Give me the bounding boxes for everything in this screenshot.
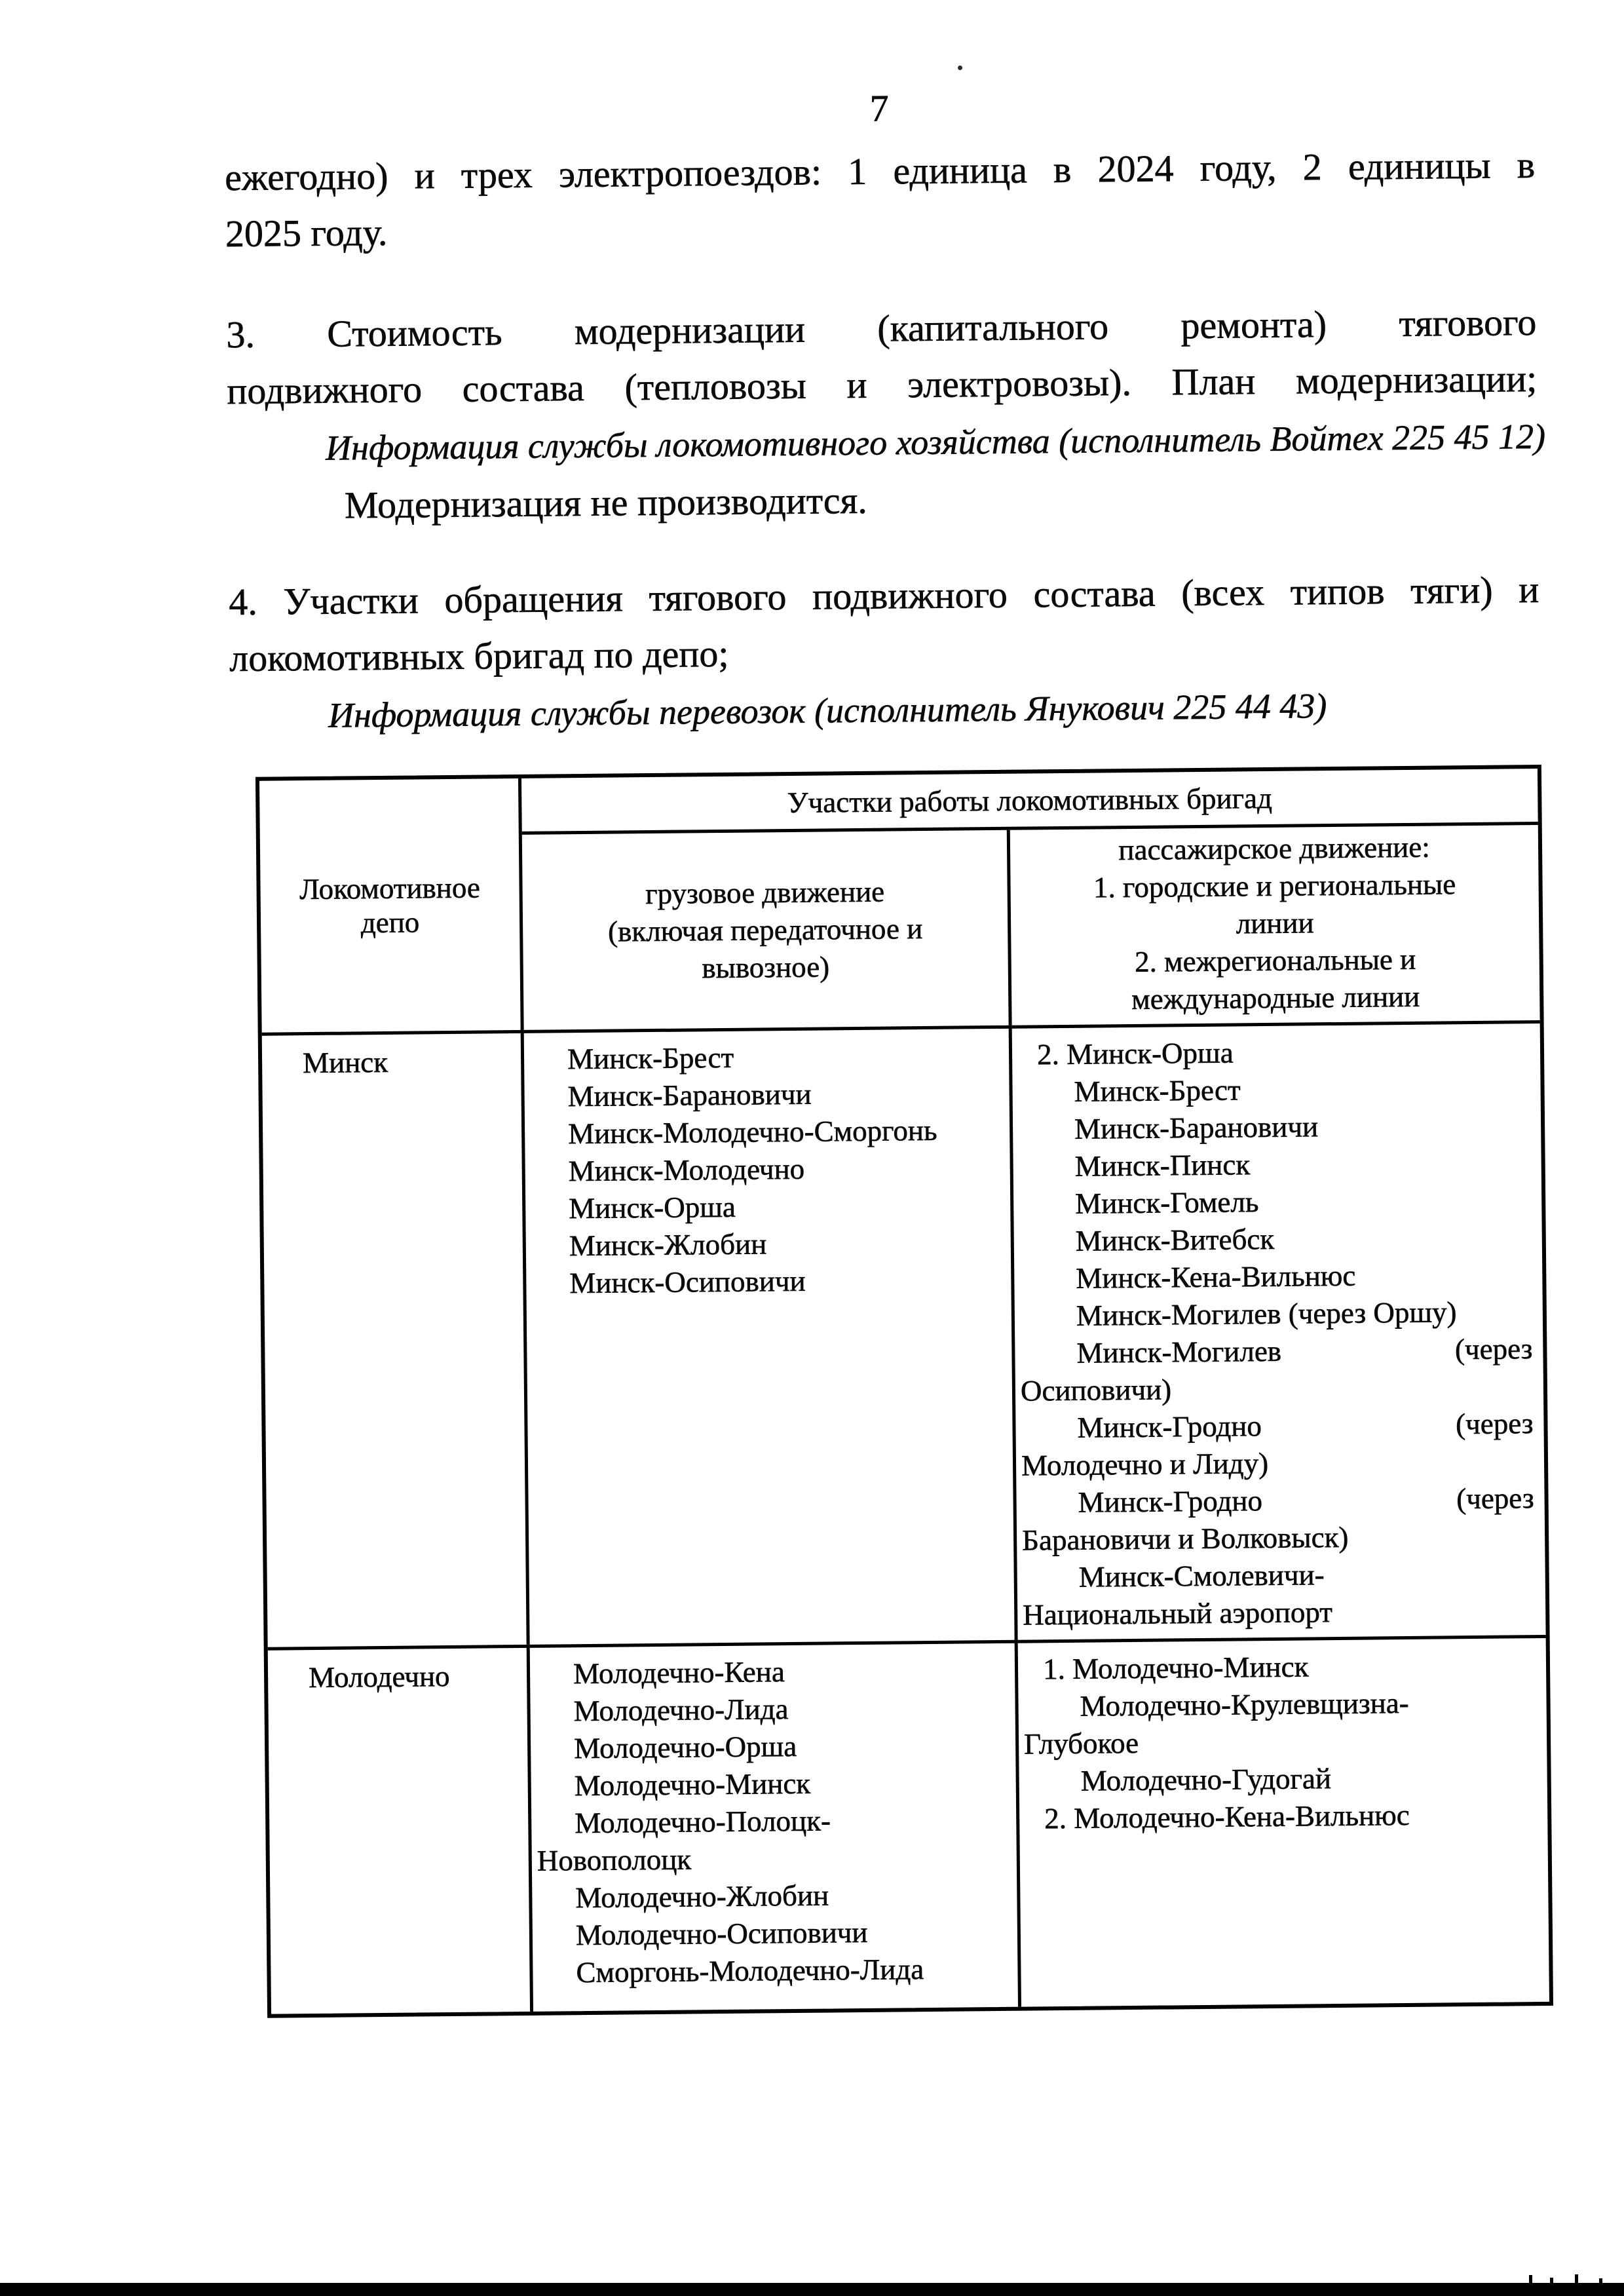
route: Минск-Молодечно-Сморгонь xyxy=(567,1113,937,1151)
route: Минск-Брест xyxy=(567,1041,734,1076)
header-line: 2. межрегиональные и xyxy=(1134,942,1416,978)
route: Минск-Барановичи xyxy=(567,1077,812,1113)
route-part: (через xyxy=(1455,1407,1534,1441)
table-row-minsk-freight xyxy=(524,1025,1018,1645)
route: Минск-Смолевичи- xyxy=(1078,1558,1325,1594)
route: 2. Минск-Орша xyxy=(1036,1036,1234,1071)
text-line: подвижного состава (тепловозы и электровозы). План модернизации; xyxy=(226,357,1538,413)
route: Молодечно-Гудогай xyxy=(1080,1762,1332,1797)
route: Молодечно-Лида xyxy=(573,1693,789,1728)
route-continuation: Молодечно и Лиду) xyxy=(1021,1447,1269,1482)
header-line: линии xyxy=(1236,906,1314,940)
text-line: 4. Участки обращения тягового подвижного состава (всех типов тяги) и xyxy=(229,567,1539,624)
route: Минск-Пинск xyxy=(1074,1148,1251,1183)
route xyxy=(1021,1480,1534,1522)
table-row-minsk-passenger xyxy=(1012,1020,1546,1640)
header-line: пассажирское движение: xyxy=(1118,830,1430,867)
page-number: 7 xyxy=(869,86,889,130)
item4-note: Информация службы перевозок (исполнитель Янукович 225 44 43) xyxy=(328,686,1327,735)
text-line: 2025 году. xyxy=(225,210,388,256)
route: Минск-Витебск xyxy=(1075,1222,1275,1257)
route: Минск-Молодечно xyxy=(568,1152,805,1188)
depot-sections-table xyxy=(255,765,1553,2018)
route: Молодечно-Минск xyxy=(574,1767,811,1803)
route-continuation: Барановичи и Волковыск) xyxy=(1021,1520,1349,1557)
route-part: Минск-Могилев xyxy=(1076,1334,1282,1369)
route-continuation: Новополоцк xyxy=(537,1843,692,1877)
table-header-passenger xyxy=(1010,825,1540,1025)
route-part: (через xyxy=(1454,1332,1533,1366)
text-line: 3. Стоимость модернизации (капитального ремонта) тягового xyxy=(226,301,1537,356)
route: Минск-Орша xyxy=(569,1190,736,1225)
table-row-molodechno-freight xyxy=(530,1640,1021,2012)
route: Минск-Брест xyxy=(1074,1073,1241,1108)
route xyxy=(1020,1330,1533,1373)
route: Минск-Осиповичи xyxy=(569,1264,806,1300)
depot-name: Минск xyxy=(302,1045,388,1080)
route: 1. Молодечно-Минск xyxy=(1042,1650,1309,1686)
paragraph-item3 xyxy=(226,294,1538,419)
route: Минск-Кена-Вильнюс xyxy=(1076,1259,1356,1295)
table-header-depot: Локомотивное депо xyxy=(259,778,524,1033)
route-part: Минск-Гродно xyxy=(1077,1409,1262,1444)
item3-result: Модернизация не производится. xyxy=(344,478,868,527)
route: Сморгонь-Молодечно-Лида xyxy=(576,1953,924,1989)
route: Минск-Гомель xyxy=(1074,1185,1259,1220)
route: Молодечно-Осиповичи xyxy=(575,1915,868,1952)
header-line: вывозное) xyxy=(702,949,830,984)
route-continuation: Национальный аэропорт xyxy=(1023,1596,1333,1632)
scan-speck-artifact xyxy=(958,66,962,70)
header-line: международные линии xyxy=(1131,980,1420,1016)
route-part: (через xyxy=(1456,1482,1534,1516)
paragraph-item4 xyxy=(229,562,1540,687)
route: Минск-Барановичи xyxy=(1074,1110,1319,1145)
table-row-molodechno-passenger xyxy=(1018,1635,1549,2007)
route: Молодечно-Жлобин xyxy=(575,1879,829,1915)
text-line: локомотивных бригад по депо; xyxy=(229,632,729,680)
text-line: ежегодно) и трех электропоездов: 1 единица в 2024 году, 2 единицы в xyxy=(224,144,1536,199)
route: Молодечно-Кена xyxy=(573,1655,785,1691)
route-continuation: Осиповичи) xyxy=(1020,1373,1172,1407)
table-header-span: Участки работы локомотивных бригад xyxy=(521,769,1538,835)
table-header-freight xyxy=(522,830,1012,1030)
table-row-molodechno-depot xyxy=(268,1645,533,2014)
route: Минск-Могилев (через Оршу) xyxy=(1076,1295,1457,1332)
item3-note: Информация службы локомотивного хозяйства (исполнитель Войтех 225 45 12) xyxy=(325,416,1546,468)
header-line: 1. городские и региональные xyxy=(1093,868,1456,904)
scan-bottom-bar-artifact xyxy=(0,2283,1624,2296)
route: 2. Молодечно-Кена-Вильнюс xyxy=(1044,1798,1410,1835)
table-row-minsk-depot xyxy=(262,1030,530,1647)
route-part: Минск-Гродно xyxy=(1078,1484,1263,1519)
paragraph-intro xyxy=(225,137,1536,262)
route: Молодечно-Крулевщизна- xyxy=(1080,1686,1409,1723)
route xyxy=(1021,1405,1534,1447)
header-line: грузовое движение xyxy=(645,875,885,910)
route: Молодечно-Полоцк- xyxy=(575,1804,831,1840)
header-line: (включая передаточное и xyxy=(607,911,923,948)
route-continuation: Глубокое xyxy=(1023,1726,1139,1761)
route: Минск-Жлобин xyxy=(569,1227,767,1263)
depot-name: Молодечно xyxy=(308,1660,450,1694)
route: Молодечно-Орша xyxy=(573,1729,797,1765)
